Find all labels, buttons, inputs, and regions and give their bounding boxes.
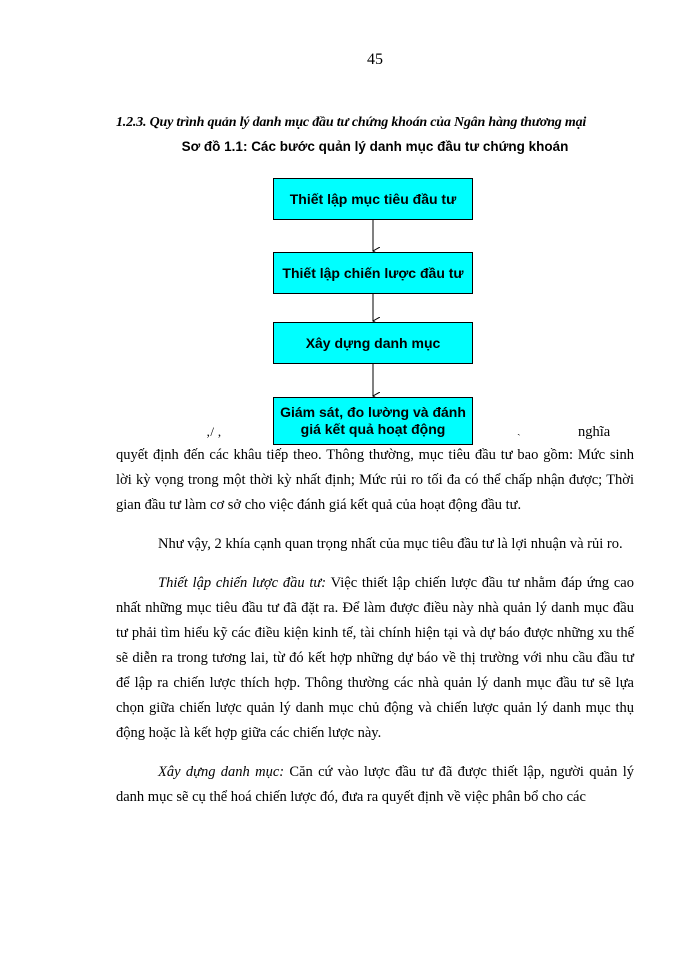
occluded-text-fragment: ‚/ ‚ xyxy=(206,424,222,439)
flow-step-monitoring: Giám sát, đo lường và đánh giá kết quả hoạt động xyxy=(273,397,473,445)
flow-step-objectives: Thiết lập mục tiêu đầu tư xyxy=(273,178,473,220)
body-text xyxy=(116,443,634,824)
paragraph-objectives: quyết định đến các khâu tiếp theo. Thông thường, mục tiêu đầu tư bao gồm: Mức sinh lời kỳ vọng trong một thời kỳ nhất định; Mức rủi ro tối đa có thể chấp nhận được; Thời gian đầu tư làm cơ sở cho việc đánh giá kết quả của hoạt động đầu tư. xyxy=(116,447,634,513)
occluded-text-fragment-mid: ˏ xyxy=(517,424,521,436)
paragraph-portfolio xyxy=(116,760,634,810)
diagram-title: Sơ đồ 1.1: Các bước quản lý danh mục đầu tư chứng khoán xyxy=(181,139,569,154)
flow-step-strategy: Thiết lập chiến lược đầu tư xyxy=(273,252,473,294)
portfolio-text: Căn cứ vào lược đầu tư đã được thiết lập, người quản lý danh mục sẽ cụ thể hoá chiến lược đó, đưa ra quyết định về việc phân bổ cho các xyxy=(116,764,635,805)
paragraph-summary: Như vậy, 2 khía cạnh quan trọng nhất của mục tiêu đầu tư là lợi nhuận và rủi ro. xyxy=(158,536,623,552)
page-number: 45 xyxy=(367,51,383,68)
paragraph-strategy xyxy=(116,571,634,746)
strategy-lead: Thiết lập chiến lược đầu tư: xyxy=(158,575,327,591)
strategy-text: Việc thiết lập chiến lược đầu tư nhằm đáp ứng cao nhất những mục tiêu đầu tư đã đặt ra. Để làm được điều này nhà quản lý danh mục đầu tư phải tìm hiểu kỹ các điều kiện kinh tế, tài chính hiện tại và dự báo được những xu thế sẽ diễn ra trong tương lai, từ đó kết hợp những dự báo về thị trường với nhu cầu đầu tư để lập ra chiến lược thích hợp. Thông thường các nhà quản lý danh mục đầu tư sẽ lựa chọn giữa chiến lược quản lý danh mục chủ động và chiến lược quản lý danh mục thụ động hoặc là kết hợp giữa các chiến lược này. xyxy=(116,575,634,741)
flow-step-portfolio: Xây dựng danh mục xyxy=(273,322,473,364)
occluded-text-fragment-right: nghĩa xyxy=(578,424,611,440)
portfolio-lead: Xây dựng danh mục: xyxy=(158,764,285,780)
section-heading: 1.2.3. Quy trình quản lý danh mục đầu tư chứng khoán của Ngân hàng thương mại xyxy=(116,115,587,130)
